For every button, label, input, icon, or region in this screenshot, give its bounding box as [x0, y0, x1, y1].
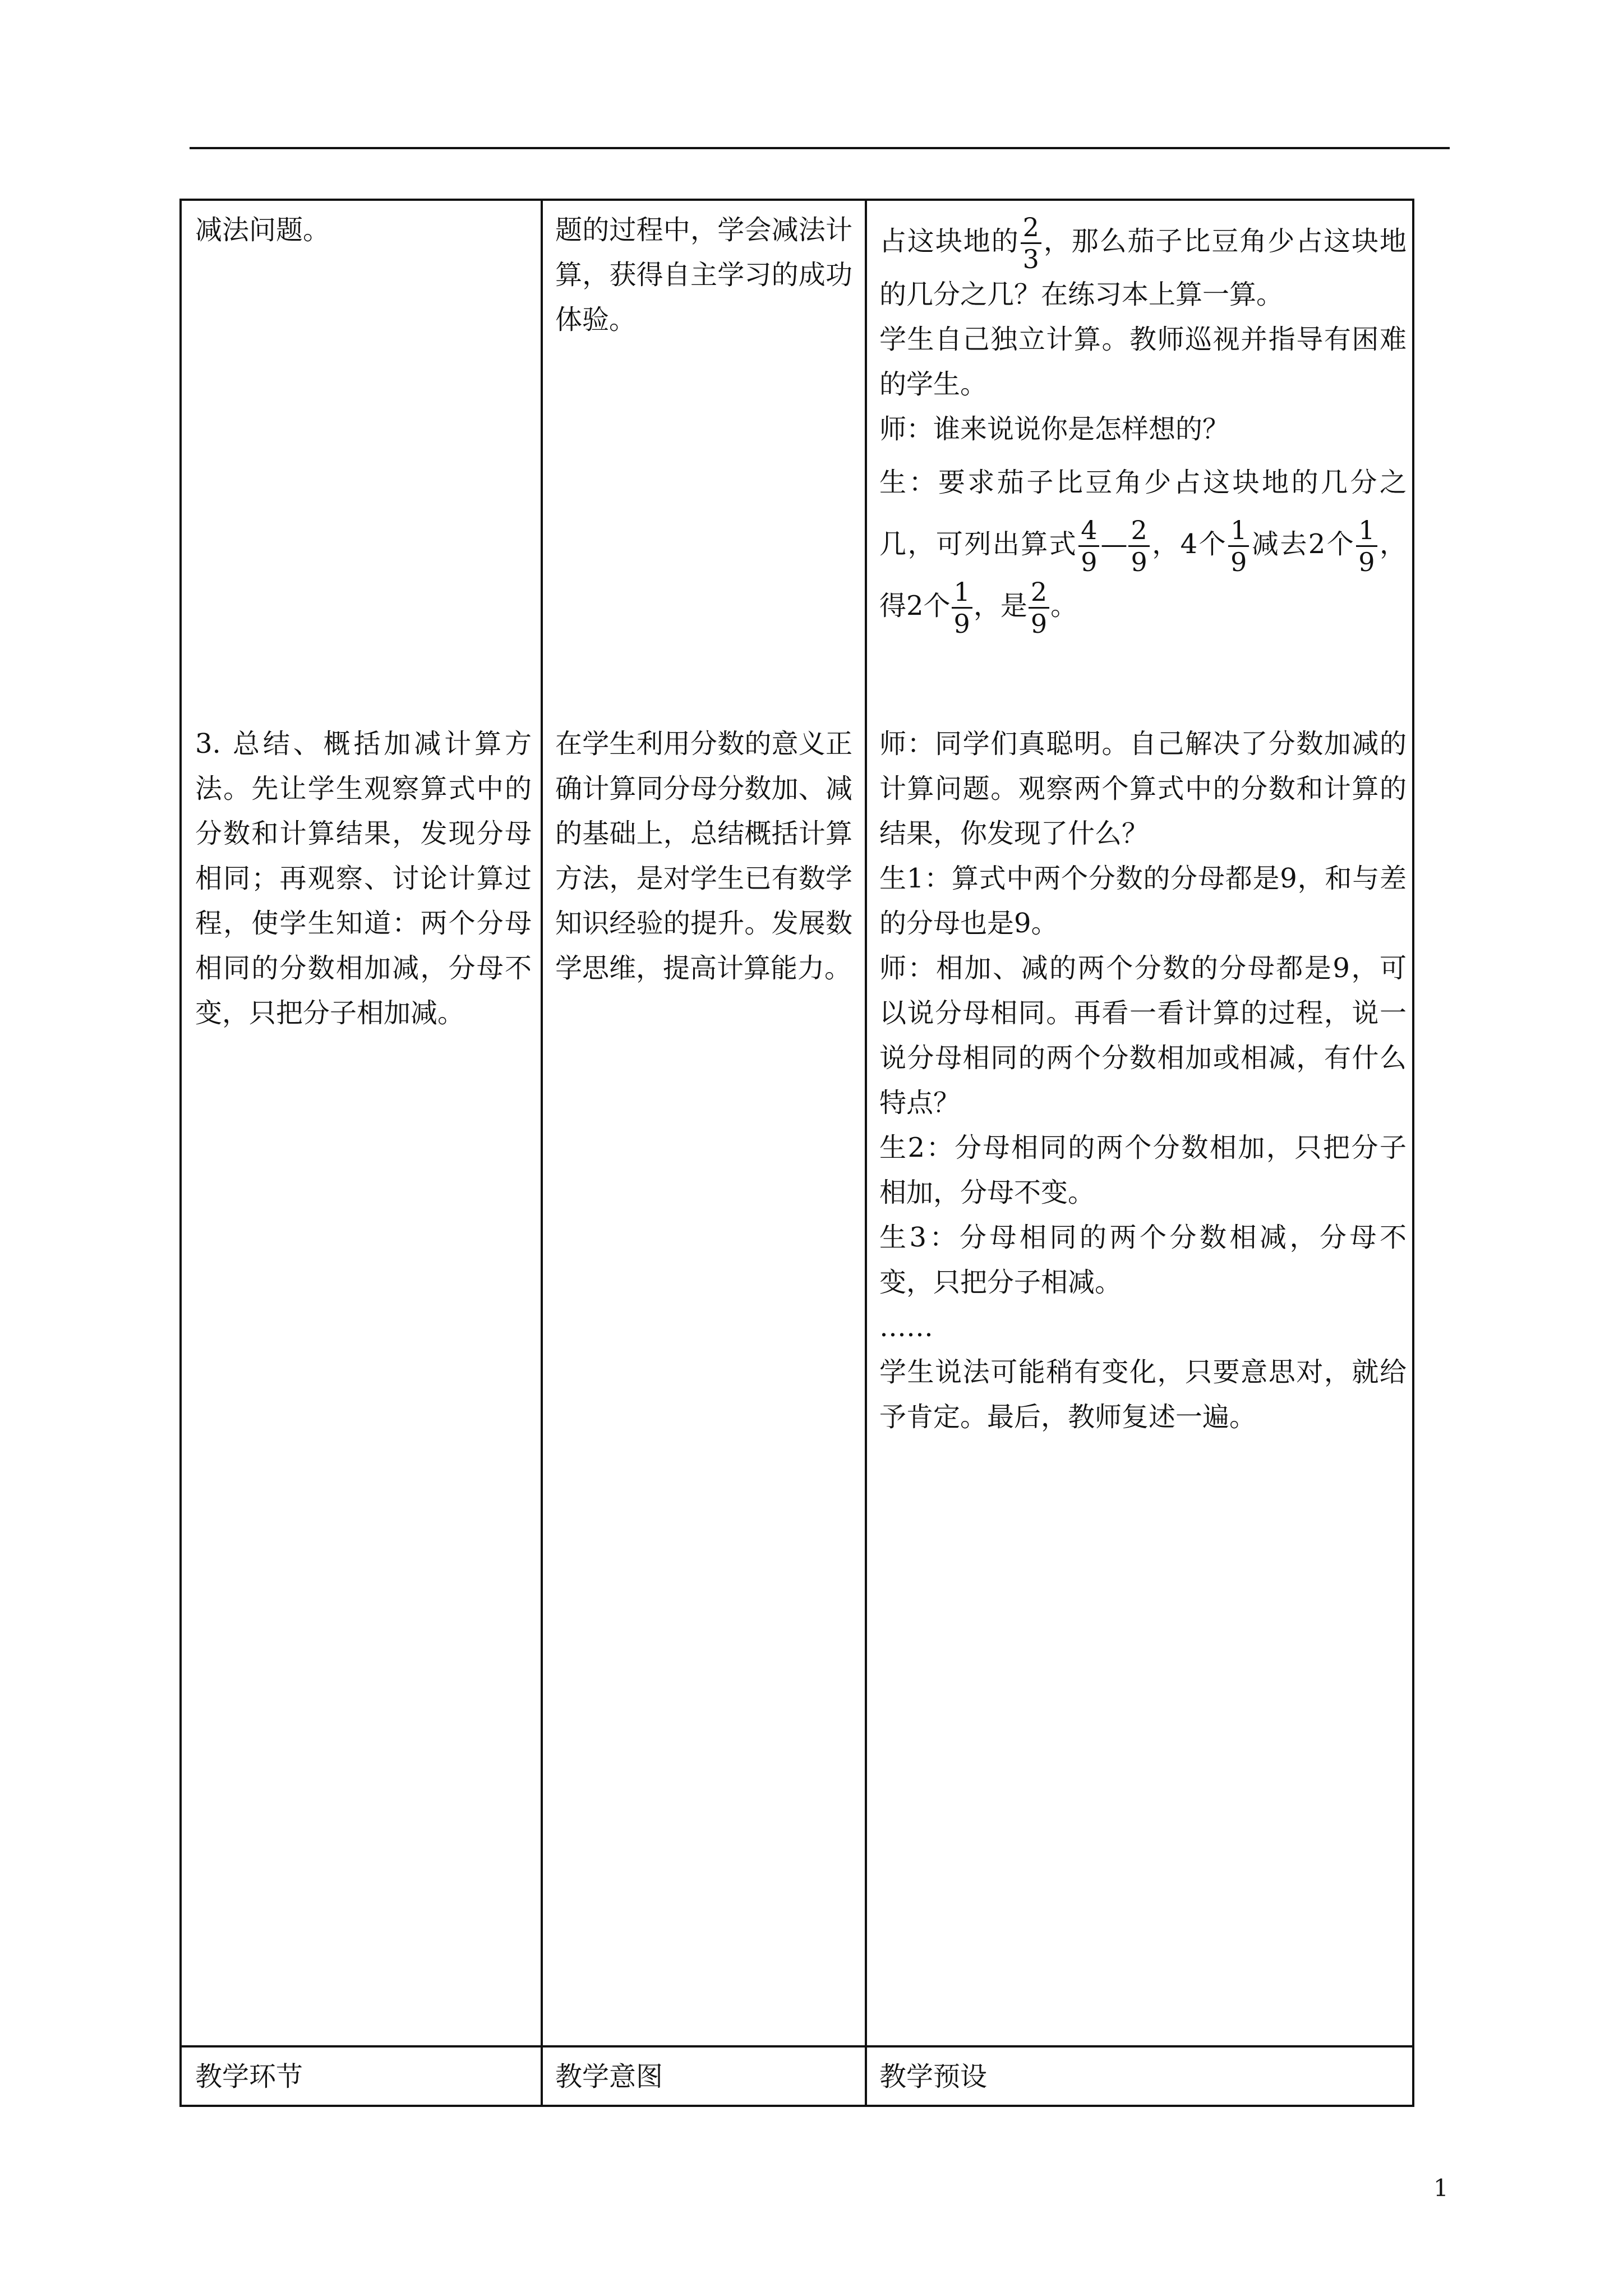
denominator: 9 — [1228, 545, 1249, 575]
row1-col1-text: 减法问题。 — [195, 214, 330, 246]
fraction — [1228, 517, 1249, 575]
row2-col3-para2: 生1：算式中两个分数的分母都是9，和与差的分母也是9。 — [879, 863, 1407, 939]
text-span: ，那么茄子比豆角少占这块地的几分之几？在练习本上算一算。 — [879, 226, 1407, 310]
fraction — [1128, 517, 1149, 575]
row2-col1-cell — [195, 721, 532, 1036]
footer-col3-label: 教学预设 — [879, 2061, 988, 2092]
denominator: 9 — [952, 607, 972, 637]
row1-col3-cell — [879, 214, 1407, 637]
column-divider-2 — [865, 201, 867, 2105]
fraction — [1021, 214, 1041, 272]
footer-col2-label: 教学意图 — [555, 2061, 663, 2092]
fraction — [952, 579, 972, 637]
numerator: 2 — [1022, 212, 1039, 242]
fraction — [1356, 517, 1377, 575]
row2-col3-para4: 生2：分母相同的两个分数相加，只把分子相加，分母不变。 — [879, 1132, 1407, 1208]
footer-col1-cell — [195, 2054, 532, 2099]
numerator: 1 — [1358, 515, 1375, 545]
row1-col3-para3: 师：谁来说说你是怎样想的？ — [879, 413, 1230, 445]
footer-col2-cell — [555, 2054, 852, 2099]
row2-col1-text: 3. 总结、概括加减计算方法。先让学生观察算式中的分数和计算结果，发现分母相同；再观察、讨论计算过程，使学生知道：两个分母相同的分数相加减，分母不变，只把分子相加减。 — [195, 728, 532, 1029]
column-divider-1 — [541, 201, 543, 2105]
row1-col3-para1 — [879, 214, 1407, 317]
numerator: 2 — [1131, 515, 1147, 545]
footer-col1-label: 教学环节 — [195, 2061, 303, 2092]
text-span: 生：要求茄子比豆角少占这块地的几分之几，可列出算式 — [879, 467, 1407, 560]
text-span: 减去2个 — [1250, 528, 1355, 560]
row1-col3-para2: 学生自己独立计算。教师巡视并指导有困难的学生。 — [879, 324, 1407, 400]
fraction — [1078, 517, 1099, 575]
lesson-table — [179, 199, 1414, 2107]
row2-col2-text: 在学生利用分数的意义正确计算同分母分数加、减的基础上，总结概括计算方法，是对学生已有数学知识经验的提升。发展数学思维，提高计算能力。 — [555, 728, 852, 984]
minus-sign: — — [1100, 528, 1128, 560]
row2-col3-para6: …… — [879, 1312, 933, 1343]
row2-col3-para3: 师：相加、减的两个分数的分母都是9，可以说分母相同。再看一看计算的过程，说一说分母相同的两个分数相加或相减，有什么特点？ — [879, 953, 1407, 1119]
footer-col3-cell — [879, 2054, 1407, 2099]
text-span: 。 — [1050, 590, 1078, 622]
denominator: 3 — [1021, 242, 1041, 272]
row2-col2-cell — [555, 721, 852, 991]
text-span: 占这块地的 — [879, 226, 1020, 257]
denominator: 9 — [1128, 545, 1149, 575]
row2-col3-para1: 师：同学们真聪明。自己解决了分数加减的计算问题。观察两个算式中的分数和计算的结果，你发现了什么？ — [879, 728, 1407, 849]
row1-col2-cell — [555, 208, 852, 342]
text-span: ，4个 — [1150, 528, 1228, 560]
footer-row-divider — [182, 2045, 1412, 2047]
row2-col3-para7: 学生说法可能稍有变化，只要意思对，就给予肯定。最后，教师复述一遍。 — [879, 1356, 1407, 1433]
row2-col3-cell — [879, 721, 1407, 1439]
text-span: ，得2个 — [879, 528, 1407, 622]
row1-col2-text: 题的过程中，学会减法计算，获得自主学习的成功体验。 — [555, 214, 852, 335]
denominator: 9 — [1029, 607, 1049, 637]
denominator: 9 — [1356, 545, 1377, 575]
fraction — [1029, 579, 1049, 637]
row1-col3-para4 — [879, 452, 1407, 637]
numerator: 2 — [1030, 577, 1048, 607]
row2-col3-para5: 生3：分母相同的两个分数相减，分母不变，只把分子相减。 — [879, 1222, 1407, 1298]
row1-col1-cell — [195, 208, 532, 252]
page-number: 1 — [1433, 2174, 1449, 2202]
numerator: 4 — [1081, 515, 1098, 545]
numerator: 1 — [953, 577, 970, 607]
header-rule — [190, 147, 1450, 149]
denominator: 9 — [1078, 545, 1099, 575]
text-span: ，是 — [973, 590, 1027, 622]
numerator: 1 — [1230, 515, 1247, 545]
